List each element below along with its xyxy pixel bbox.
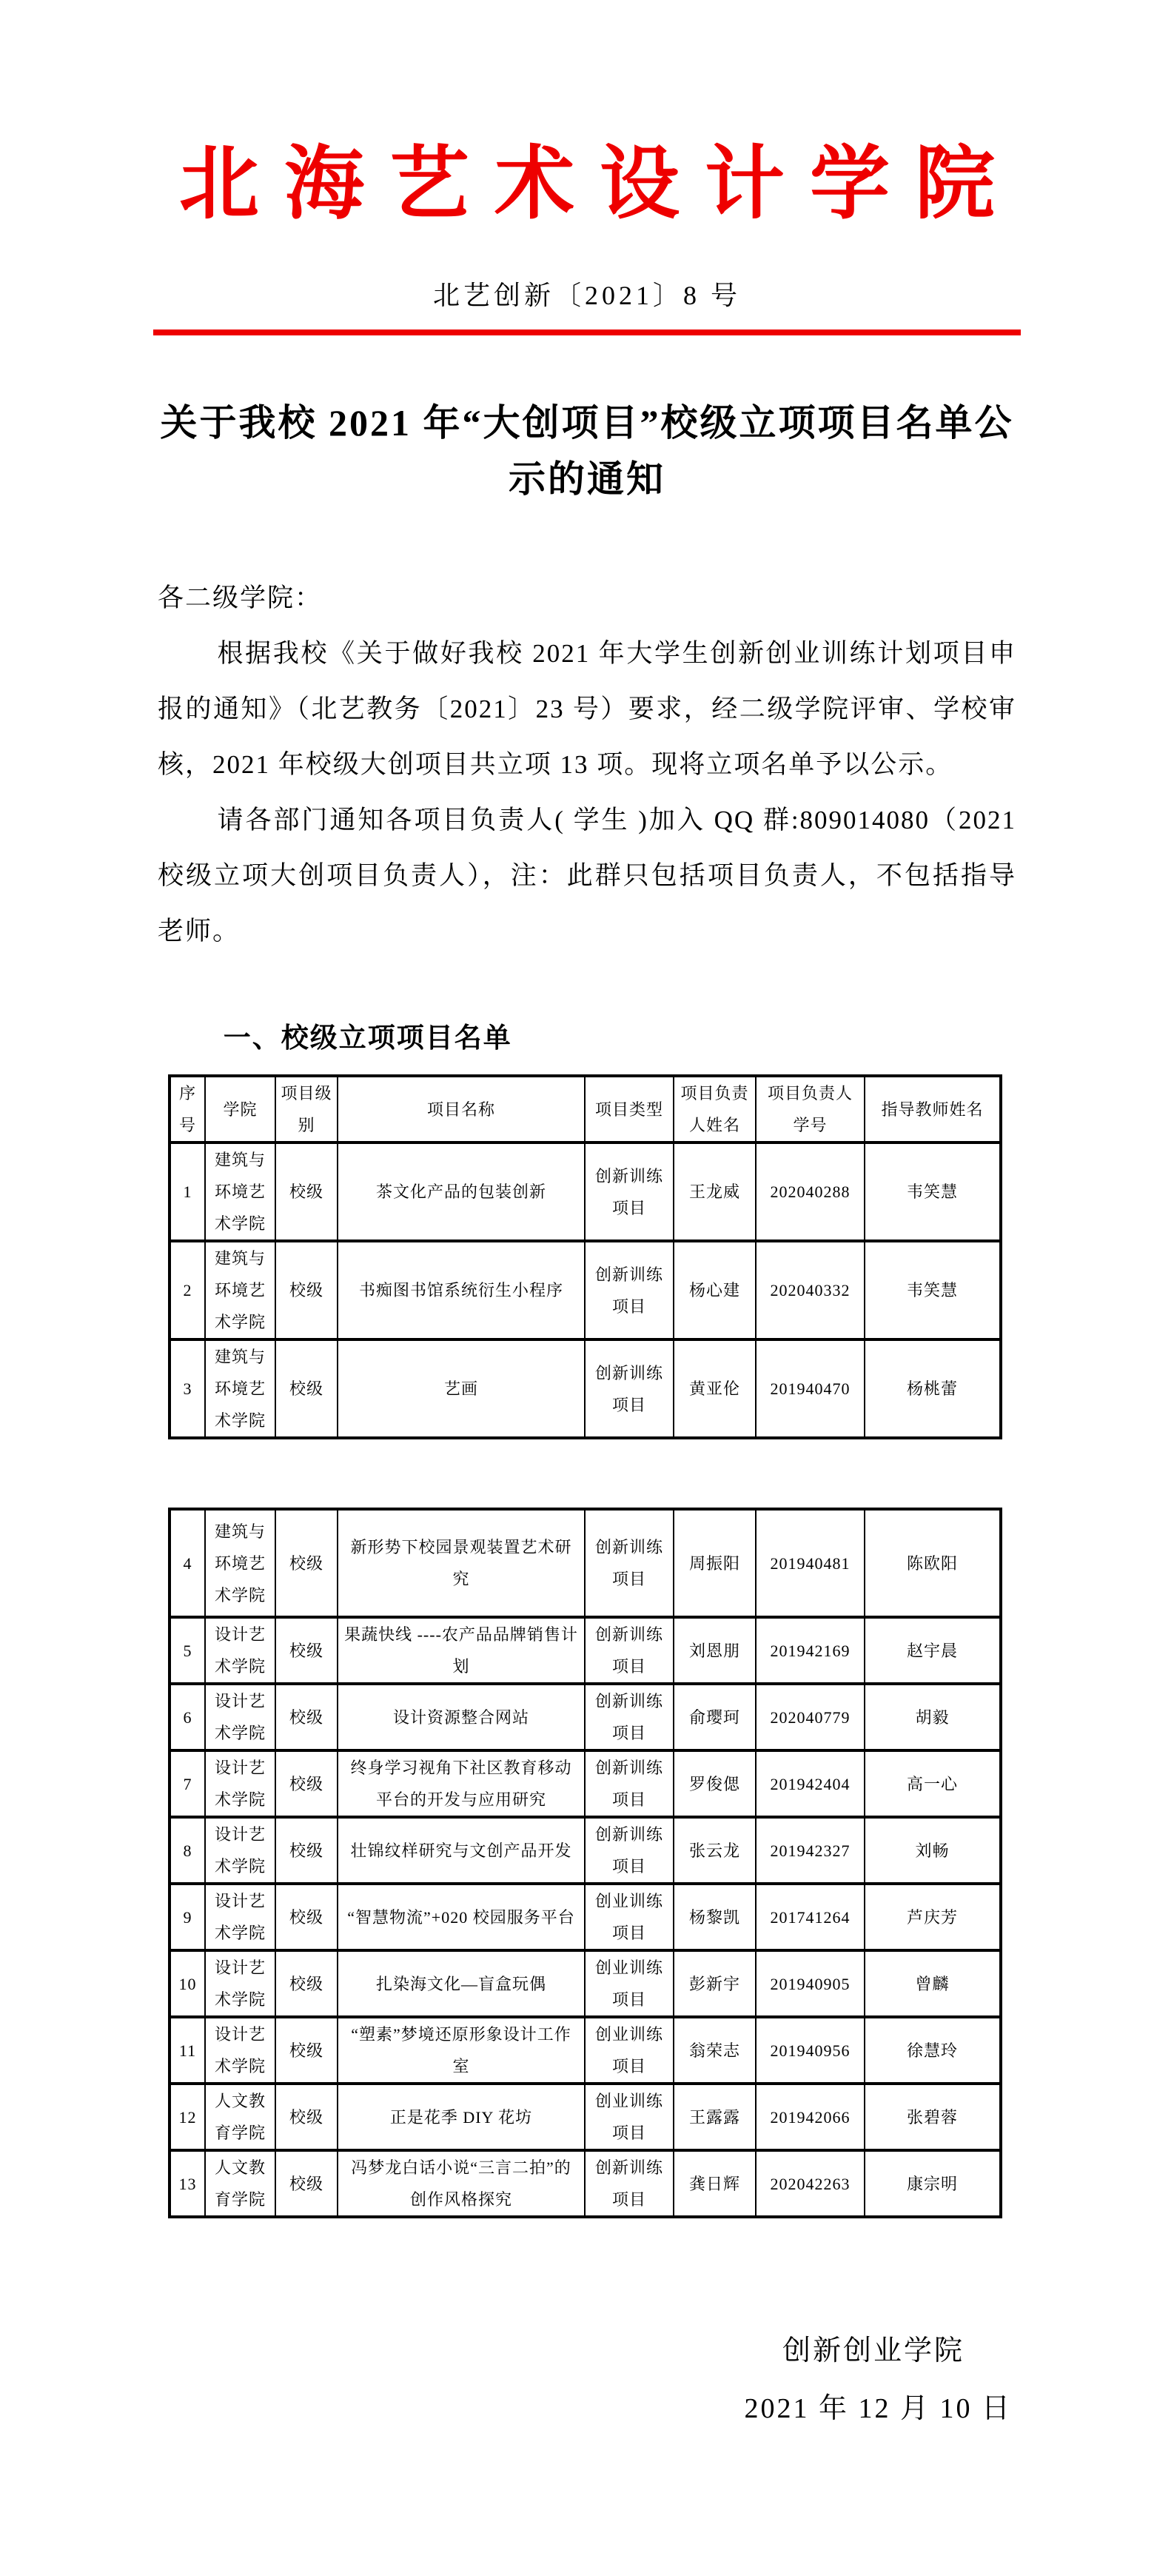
column-header: 项目级别	[275, 1076, 338, 1143]
table-cell-level: 校级	[275, 1884, 338, 1950]
table-cell-no: 4	[170, 1509, 205, 1617]
table-cell-teacher: 韦笑慧	[865, 1143, 1001, 1241]
table-cell-no: 9	[170, 1884, 205, 1950]
table-cell-name: 扎染海文化—盲盒玩偶	[338, 1950, 585, 2017]
table-cell-leader: 杨黎凯	[674, 1884, 756, 1950]
table-header-row	[170, 1076, 1001, 1143]
notice-body	[158, 570, 1016, 959]
table-cell-no: 10	[170, 1950, 205, 2017]
document-number: 北艺创新〔2021〕8 号	[432, 281, 741, 310]
table-cell-leader: 周振阳	[674, 1509, 756, 1617]
project-table-part2	[168, 1508, 1002, 2218]
table-cell-leader: 俞璎珂	[674, 1684, 756, 1750]
table-cell-type: 创新训练项目	[585, 1143, 674, 1241]
table-cell-level: 校级	[275, 2017, 338, 2084]
table-row	[170, 2150, 1001, 2217]
table-cell-college: 设计艺术学院	[205, 1684, 275, 1750]
table-cell-teacher: 徐慧玲	[865, 2017, 1001, 2084]
table-cell-leader: 黄亚伦	[674, 1339, 756, 1438]
table-cell-college: 建筑与环境艺术学院	[205, 1339, 275, 1438]
table-cell-level: 校级	[275, 1509, 338, 1617]
table-cell-level: 校级	[275, 2150, 338, 2217]
table-cell-teacher: 胡毅	[865, 1684, 1001, 1750]
table-cell-name: 新形势下校园景观装置艺术研究	[338, 1509, 585, 1617]
table-cell-type: 创业训练项目	[585, 2084, 674, 2150]
table-cell-leader: 张云龙	[674, 1817, 756, 1884]
table-cell-leader: 杨心建	[674, 1241, 756, 1339]
table-cell-type: 创业训练项目	[585, 2017, 674, 2084]
table-cell-college: 建筑与环境艺术学院	[205, 1241, 275, 1339]
table-cell-leader: 王露露	[674, 2084, 756, 2150]
project-tables	[158, 1074, 1016, 2218]
table-cell-student_id: 201940905	[756, 1950, 865, 2017]
table-cell-level: 校级	[275, 1143, 338, 1241]
table-cell-type: 创新训练项目	[585, 1817, 674, 1884]
table-cell-college: 人文教育学院	[205, 2150, 275, 2217]
column-header: 项目负责人姓名	[674, 1076, 756, 1143]
table-cell-no: 7	[170, 1750, 205, 1817]
table-cell-level: 校级	[275, 1684, 338, 1750]
university-name: 北海艺术设计学院	[178, 141, 1020, 229]
table-cell-name: 终身学习视角下社区教育移动平台的开发与应用研究	[338, 1750, 585, 1817]
table-cell-level: 校级	[275, 2084, 338, 2150]
table-cell-type: 创新训练项目	[585, 1339, 674, 1438]
signature-block	[158, 2322, 1016, 2438]
table-cell-leader: 罗俊偲	[674, 1750, 756, 1817]
table-cell-student_id: 202040288	[756, 1143, 865, 1241]
table-row	[170, 1509, 1001, 1617]
column-header: 学院	[205, 1076, 275, 1143]
table-cell-no: 3	[170, 1339, 205, 1438]
section-title: 一、校级立项项目名单	[223, 1023, 512, 1054]
table-cell-level: 校级	[275, 1339, 338, 1438]
table-cell-type: 创新训练项目	[585, 1750, 674, 1817]
table-cell-teacher: 刘畅	[865, 1817, 1001, 1884]
table-row	[170, 1143, 1001, 1241]
table-cell-type: 创业训练项目	[585, 1950, 674, 2017]
column-header: 序号	[170, 1076, 205, 1143]
table-cell-student_id: 202042263	[756, 2150, 865, 2217]
table-cell-college: 设计艺术学院	[205, 1950, 275, 2017]
table-cell-college: 设计艺术学院	[205, 1750, 275, 1817]
masthead	[0, 0, 1174, 233]
column-header: 项目负责人学号	[756, 1076, 865, 1143]
table-cell-no: 8	[170, 1817, 205, 1884]
table-row	[170, 1950, 1001, 2017]
table-row	[170, 1617, 1001, 1684]
table-cell-teacher: 杨桃蕾	[865, 1339, 1001, 1438]
table-cell-level: 校级	[275, 1750, 338, 1817]
table-cell-no: 5	[170, 1617, 205, 1684]
table-cell-name: 正是花季 DIY 花坊	[338, 2084, 585, 2150]
column-header: 指导教师姓名	[865, 1076, 1001, 1143]
table-cell-level: 校级	[275, 1950, 338, 2017]
table-row	[170, 1817, 1001, 1884]
table-cell-student_id: 201741264	[756, 1884, 865, 1950]
table-cell-level: 校级	[275, 1241, 338, 1339]
table-cell-college: 建筑与环境艺术学院	[205, 1509, 275, 1617]
table-cell-name: “智慧物流”+020 校园服务平台	[338, 1884, 585, 1950]
table-cell-teacher: 曾麟	[865, 1950, 1001, 2017]
table-cell-type: 创业训练项目	[585, 1884, 674, 1950]
table-cell-no: 6	[170, 1684, 205, 1750]
table-cell-type: 创新训练项目	[585, 1509, 674, 1617]
table-cell-no: 11	[170, 2017, 205, 2084]
table-cell-teacher: 芦庆芳	[865, 1884, 1001, 1950]
table-cell-leader: 翁荣志	[674, 2017, 756, 2084]
signature-org: 创新创业学院	[782, 2335, 965, 2366]
table-cell-student_id: 201942327	[756, 1817, 865, 1884]
table-cell-student_id: 202040779	[756, 1684, 865, 1750]
table-cell-no: 12	[170, 2084, 205, 2150]
table-cell-name: 书痴图书馆系统衍生小程序	[338, 1241, 585, 1339]
table-cell-college: 建筑与环境艺术学院	[205, 1143, 275, 1241]
table-row	[170, 1339, 1001, 1438]
table-cell-name: 壮锦纹样研究与文创产品开发	[338, 1817, 585, 1884]
table-cell-student_id: 201940481	[756, 1509, 865, 1617]
table-row	[170, 1884, 1001, 1950]
table-cell-teacher: 康宗明	[865, 2150, 1001, 2217]
table-cell-student_id: 202040332	[756, 1241, 865, 1339]
table-cell-type: 创新训练项目	[585, 1617, 674, 1684]
table-row	[170, 1684, 1001, 1750]
table-cell-teacher: 赵宇晨	[865, 1617, 1001, 1684]
table-cell-name: “塑素”梦境还原形象设计工作室	[338, 2017, 585, 2084]
table-cell-leader: 龚日辉	[674, 2150, 756, 2217]
table-cell-teacher: 高一心	[865, 1750, 1001, 1817]
table-cell-leader: 王龙威	[674, 1143, 756, 1241]
table-row	[170, 2017, 1001, 2084]
table-cell-type: 创新训练项目	[585, 2150, 674, 2217]
table-cell-no: 1	[170, 1143, 205, 1241]
table-row	[170, 1241, 1001, 1339]
table-cell-name: 设计资源整合网站	[338, 1684, 585, 1750]
table-cell-type: 创新训练项目	[585, 1684, 674, 1750]
table-row	[170, 2084, 1001, 2150]
table-cell-student_id: 201942066	[756, 2084, 865, 2150]
red-divider-rule	[153, 329, 1021, 335]
table-cell-level: 校级	[275, 1617, 338, 1684]
table-cell-teacher: 韦笑慧	[865, 1241, 1001, 1339]
table-cell-student_id: 201942169	[756, 1617, 865, 1684]
table-cell-name: 艺画	[338, 1339, 585, 1438]
salutation: 各二级学院：	[158, 583, 323, 612]
table-cell-college: 设计艺术学院	[205, 1884, 275, 1950]
table-cell-no: 13	[170, 2150, 205, 2217]
table-cell-teacher: 张碧蓉	[865, 2084, 1001, 2150]
table-cell-college: 设计艺术学院	[205, 1817, 275, 1884]
project-table-part1	[168, 1074, 1002, 1439]
notice-title: 关于我校 2021 年“大创项目”校级立项项目名单公示的通知	[160, 402, 1014, 500]
table-cell-name: 果蔬快线 ----农产品品牌销售计划	[338, 1617, 585, 1684]
column-header: 项目名称	[338, 1076, 585, 1143]
table-cell-college: 设计艺术学院	[205, 2017, 275, 2084]
table-cell-student_id: 201940956	[756, 2017, 865, 2084]
table-cell-teacher: 陈欧阳	[865, 1509, 1001, 1617]
body-paragraph: 根据我校《关于做好我校 2021 年大学生创新创业训练计划项目申报的通知》（北艺教务〔2021〕23 号）要求，经二级学院评审、学校审核，2021 年校级大创项目共立项 13 项。现将立项名单予以公示。	[158, 639, 1016, 779]
table-cell-type: 创新训练项目	[585, 1241, 674, 1339]
table-cell-leader: 刘恩朋	[674, 1617, 756, 1684]
body-paragraph: 请各部门通知各项目负责人( 学生 )加入 QQ 群:809014080（2021 校级立项大创项目负责人），注：此群只包括项目负责人，不包括指导老师。	[158, 806, 1016, 946]
column-header: 项目类型	[585, 1076, 674, 1143]
table-cell-college: 设计艺术学院	[205, 1617, 275, 1684]
table-cell-college: 人文教育学院	[205, 2084, 275, 2150]
table-cell-level: 校级	[275, 1817, 338, 1884]
table-cell-student_id: 201942404	[756, 1750, 865, 1817]
signature-date: 2021 年 12 月 10 日	[744, 2393, 1012, 2424]
table-row	[170, 1750, 1001, 1817]
table-cell-no: 2	[170, 1241, 205, 1339]
table-cell-name: 茶文化产品的包装创新	[338, 1143, 585, 1241]
table-cell-leader: 彭新宇	[674, 1950, 756, 2017]
table-cell-name: 冯梦龙白话小说“三言二拍”的创作风格探究	[338, 2150, 585, 2217]
table-cell-student_id: 201940470	[756, 1339, 865, 1438]
